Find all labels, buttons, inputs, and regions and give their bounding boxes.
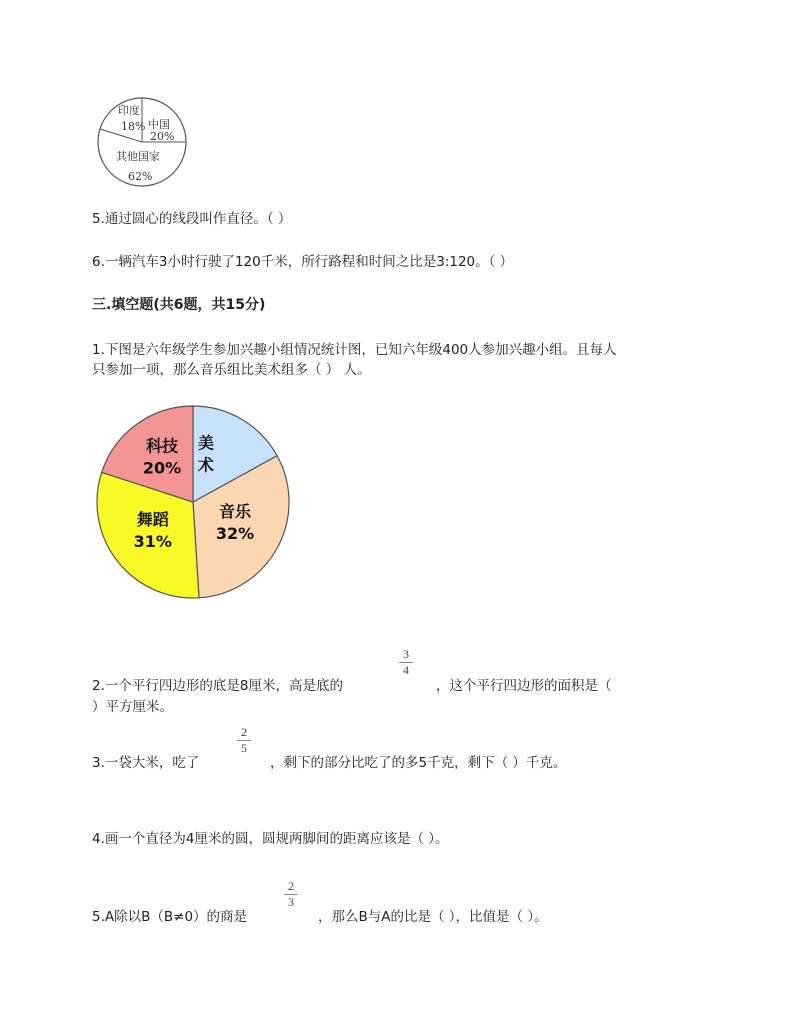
q2-fraction	[399, 648, 413, 677]
q5-text-part1: 5.A除以B（B≠0）的商是	[92, 909, 248, 925]
pie-label-2-1: 31%	[133, 532, 172, 552]
pie-label-1-0: 音乐	[219, 502, 252, 522]
small-pie-label-others: 其他国家	[116, 150, 160, 163]
q1-line1: 1.下图是六年级学生参加兴趣小组情况统计图，已知六年级400人参加兴趣小组。且每人	[92, 342, 617, 358]
small-pie-label-india: 印度	[118, 104, 140, 117]
small-pie-pct-india: 18%	[121, 120, 146, 133]
q3-fraction-numerator: 2	[241, 725, 247, 739]
pie-label-0-1: 术	[197, 455, 214, 475]
small-pie-chart	[94, 92, 194, 192]
interest-group-pie-chart	[92, 402, 296, 606]
q2-text-line2: ）平方厘米。	[92, 699, 173, 715]
q3-fraction	[237, 726, 251, 755]
q2-fraction-numerator: 3	[403, 647, 409, 661]
q2-text-part2: ，这个平行四边形的面积是（	[436, 678, 612, 694]
q3-text-part1: 3.一袋大米，吃了	[92, 755, 200, 771]
small-pie-pct-china: 20%	[150, 130, 175, 143]
q5-text-part2: ，那么B与A的比是（ ），比值是（ ）。	[318, 909, 548, 925]
pie-label-1-1: 32%	[215, 524, 255, 544]
pie-label-3-1: 20%	[142, 458, 182, 478]
q2-fraction-denominator: 4	[403, 663, 409, 677]
q5-fraction-denominator: 3	[288, 895, 294, 909]
pie-label-2-0: 舞蹈	[136, 510, 169, 530]
judge-item-5: 5.通过圆心的线段叫作直径。（ ）	[92, 211, 292, 227]
small-pie-pct-others: 62%	[128, 170, 153, 183]
judge-item-6: 6.一辆汽车3小时行驶了120千米，所行路程和时间之比是3:120。（ ）	[92, 254, 514, 270]
pie-label-0-0: 美	[197, 433, 214, 453]
q3-fraction-denominator: 5	[241, 741, 247, 755]
q1-line2: 只参加一项，那么音乐组比美术组多（ ） 人。	[92, 362, 371, 378]
q5-fraction-numerator: 2	[288, 879, 294, 893]
pie-label-3-0: 科技	[145, 436, 178, 456]
small-pie-label-china: 中国	[148, 118, 170, 131]
q5-fraction	[284, 880, 298, 909]
q3-text-part2: ，剩下的部分比吃了的多5千克，剩下（ ）千克。	[270, 755, 567, 771]
q4-text: 4.画一个直径为4厘米的圆，圆规两脚间的距离应该是（ ）。	[92, 831, 449, 847]
section-title: 三.填空题(共6题，共15分)	[92, 297, 266, 313]
q2-text-part1: 2.一个平行四边形的底是8厘米，高是底的	[92, 678, 343, 694]
